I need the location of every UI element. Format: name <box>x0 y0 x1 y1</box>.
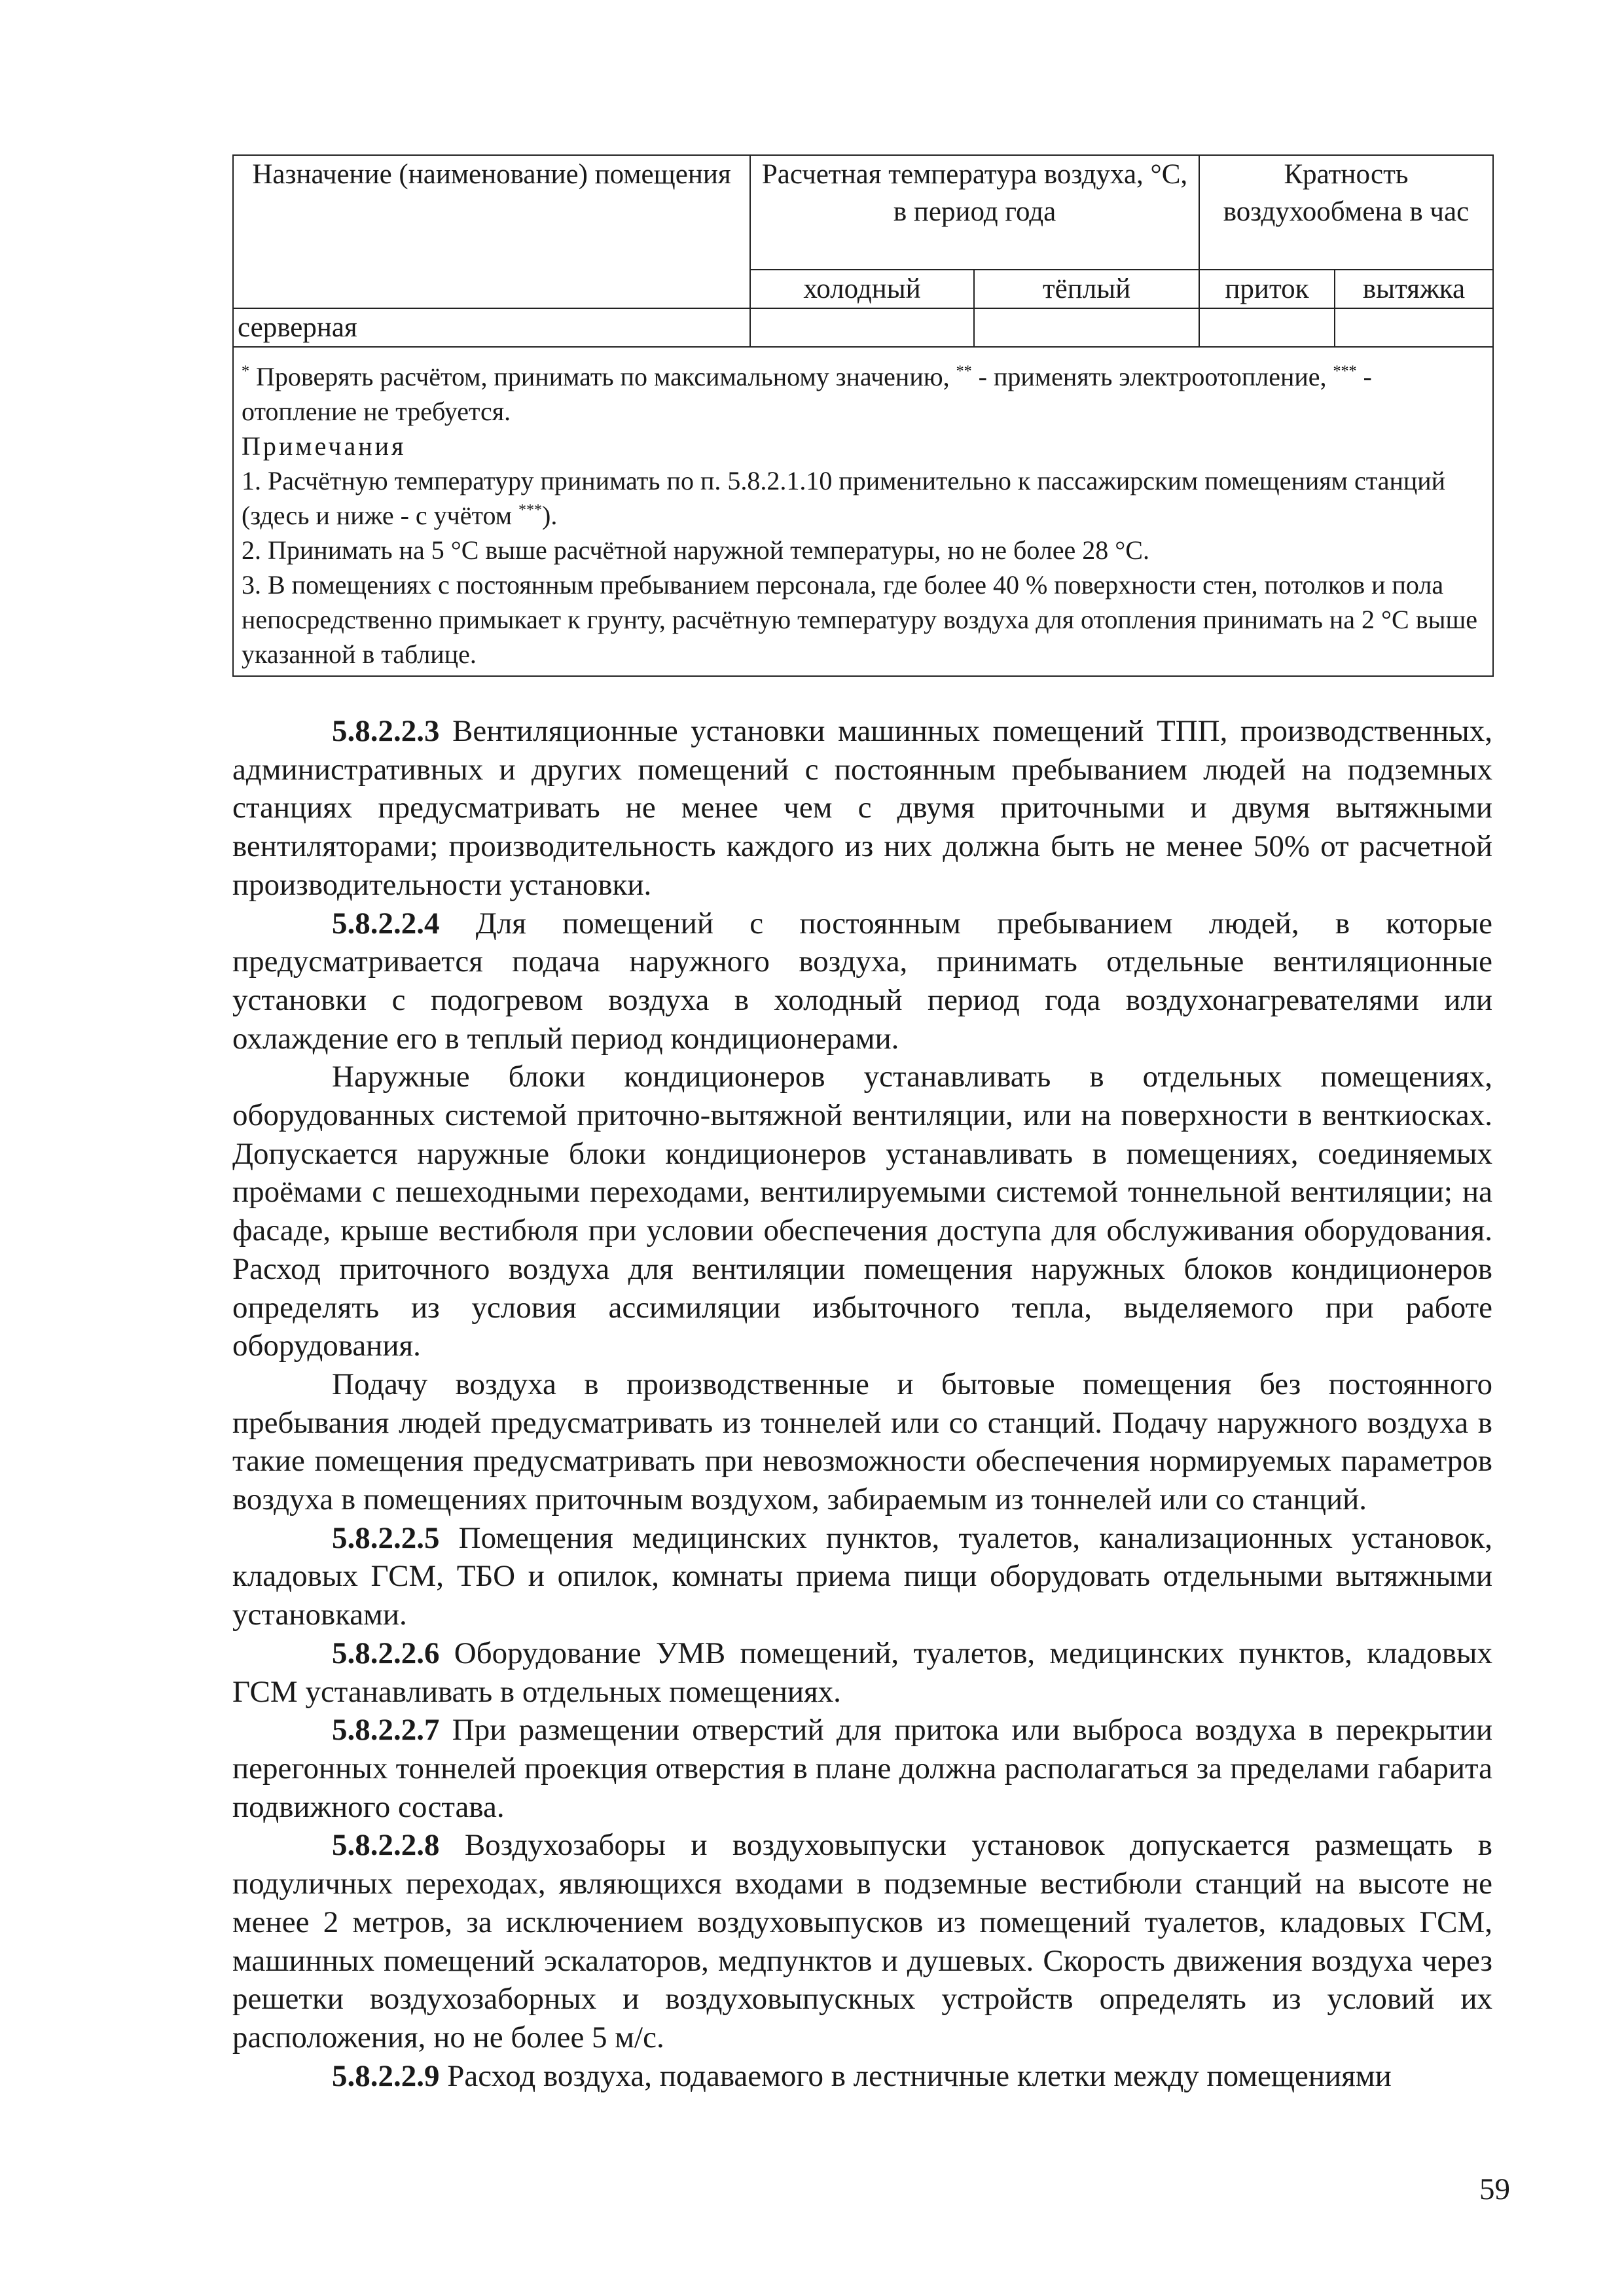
cell-warm <box>974 308 1199 347</box>
header-temperature: Расчетная температура воздуха, °С, в период года <box>750 155 1199 270</box>
header-room-name: Назначение (наименование) помещения <box>233 155 750 308</box>
cell-cold <box>750 308 974 347</box>
subheader-warm: тёплый <box>974 270 1199 308</box>
paragraph-air-supply: Подачу воздуха в производственные и бытовые помещения без постоянного пребывания людей предусматривать из тоннелей или со станций. Подачу наружного воздуха в такие помещения предусматривать при невозможности обеспечения нормируемых параметров воздуха в помещениях приточным воздухом, забираемым из тоннелей или со станций. <box>232 1367 1492 1517</box>
header-air-exchange: Кратность воздухообмена в час <box>1199 155 1493 270</box>
paragraph-5-8-2-2-6: 5.8.2.2.6 Оборудование УМВ помещений, туалетов, медицинских пунктов, кладовых ГСМ устанавливать в отдельных помещениях. <box>232 1636 1492 1709</box>
page <box>232 154 1492 2095</box>
body-text <box>232 712 1492 2095</box>
paragraph-5-8-2-2-7: 5.8.2.2.7 При размещении отверстий для притока или выброса воздуха в перекрытии перегонных тоннелей проекция отверстия в плане должна располагаться за пределами габарита подвижного состава. <box>232 1713 1492 1824</box>
footnote-marks: * Проверять расчётом, принимать по максимальному значению, ** - применять электроотопление, *** - отопление не требуется. <box>242 362 1372 426</box>
notes-heading: Примечания <box>242 431 406 461</box>
table-notes <box>233 347 1493 676</box>
paragraph-5-8-2-2-4: 5.8.2.2.4 Для помещений с постоянным пребыванием людей, в которые предусматривается подача наружного воздуха, принимать отдельные вентиляционные установки с подогревом воздуха в холодный период года воздухонагревателями или охлаждение его в теплый период кондиционерами. <box>232 906 1492 1056</box>
ventilation-table <box>232 154 1494 677</box>
note-2: 2. Принимать на 5 °С выше расчётной наружной температуры, но не более 28 °С. <box>242 535 1149 565</box>
subheader-exhaust: вытяжка <box>1335 270 1493 308</box>
paragraph-5-8-2-2-3: 5.8.2.2.3 Вентиляционные установки машинных помещений ТПП, производственных, административных и других помещений с постоянным пребыванием людей на подземных станциях предусматривать не менее чем с двумя приточными и двумя вытяжными вентиляторами; производительность каждого из них должна быть не менее 50% от расчетной производительности установки. <box>232 714 1493 902</box>
note-1: 1. Расчётную температуру принимать по п. 5.8.2.1.10 применительно к пассажирским помещениям станций (здесь и ниже - с учётом ***). <box>242 466 1446 530</box>
row-server-name: серверная <box>233 308 750 347</box>
cell-supply <box>1199 308 1335 347</box>
paragraph-5-8-2-2-5: 5.8.2.2.5 Помещения медицинских пунктов, туалетов, канализационных установок, кладовых ГСМ, ТБО и опилок, комнаты приема пищи оборудовать отдельными вытяжными установками. <box>232 1520 1493 1632</box>
cell-exhaust <box>1335 308 1493 347</box>
subheader-supply: приток <box>1199 270 1335 308</box>
subheader-cold: холодный <box>750 270 974 308</box>
page-number: 59 <box>1479 2172 1510 2206</box>
paragraph-outdoor-units: Наружные блоки кондиционеров устанавливать в отдельных помещениях, оборудованных системой приточно-вытяжной вентиляции, или на поверхности в венткиосках. Допускается наружные блоки кондиционеров устанавливать в помещениях, соединяемых проёмами с пешеходными переходами, вентилируемыми системой тоннельной вентиляции; на фасаде, крыше вестибюля при условии обеспечения доступа для обслуживания оборудования. Расход приточного воздуха для вентиляции помещения наружных блоков кондиционеров определять из условия ассимиляции избыточного тепла, выделяемого при работе оборудования. <box>232 1060 1492 1363</box>
paragraph-5-8-2-2-8: 5.8.2.2.8 Воздухозаборы и воздуховыпуски установок допускается размещать в подуличных переходах, являющихся входами в подземные вестибюли станций на высоте не менее 2 метров, за исключением воздуховыпусков из помещений туалетов, кладовых ГСМ, машинных помещений эскалаторов, медпунктов и душевых. Скорость движения воздуха через решетки воздухозаборных и воздуховыпускных устройств определять из условий их расположения, но не более 5 м/с. <box>232 1828 1492 2054</box>
paragraph-5-8-2-2-9: 5.8.2.2.9 Расход воздуха, подаваемого в лестничные клетки между помещениями <box>332 2058 1392 2093</box>
note-3: 3. В помещениях с постоянным пребыванием персонала, где более 40 % поверхности стен, потолков и пола непосредственно примыкает к грунту, расчётную температуру воздуха для отопления принимать на 2 °С выше указанной в таблице. <box>242 570 1478 669</box>
